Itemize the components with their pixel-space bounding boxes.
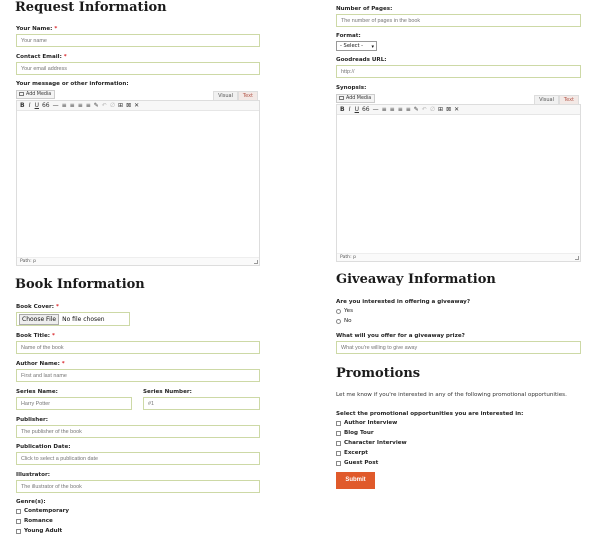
- illustrator-input[interactable]: [16, 480, 260, 493]
- hr-button[interactable]: —: [372, 105, 379, 113]
- series-name-label: Series Name:: [16, 389, 58, 395]
- publisher-label: Publisher:: [16, 417, 49, 423]
- publication-date-input[interactable]: [16, 452, 260, 465]
- synopsis-editor[interactable]: [336, 94, 581, 262]
- genre-option[interactable]: Romance: [16, 518, 53, 525]
- book-cover-file-input[interactable]: [16, 312, 130, 326]
- checkbox-icon[interactable]: [336, 421, 341, 426]
- author-input[interactable]: [16, 369, 260, 382]
- name-label: Your Name: *: [16, 26, 58, 32]
- tab-visual[interactable]: Visual: [534, 95, 559, 104]
- giveaway-no-option[interactable]: No: [336, 318, 352, 325]
- message-editor-area[interactable]: [16, 100, 260, 266]
- underline-button[interactable]: U: [354, 105, 359, 113]
- resize-grip-icon[interactable]: [575, 256, 579, 260]
- blockquote-button[interactable]: 66: [41, 101, 50, 109]
- promotion-option[interactable]: Blog Tour: [336, 430, 374, 437]
- genres-label: Genre(s):: [16, 499, 46, 505]
- promotions-heading: Promotions: [336, 366, 421, 381]
- resize-grip-icon[interactable]: [254, 260, 258, 264]
- book-cover-label: Book Cover: *: [16, 304, 59, 310]
- tab-visual[interactable]: Visual: [213, 91, 238, 100]
- align-center-button[interactable]: ≡: [397, 105, 403, 113]
- table-icon[interactable]: ⊞: [118, 101, 124, 109]
- promotion-option[interactable]: Guest Post: [336, 460, 378, 467]
- unlink-icon[interactable]: ∅: [429, 105, 436, 113]
- book-title-label: Book Title: *: [16, 333, 55, 339]
- goodreads-input[interactable]: [336, 65, 581, 78]
- checkbox-icon[interactable]: [336, 461, 341, 466]
- promotion-option[interactable]: Author Interview: [336, 420, 397, 427]
- giveaway-yes-option[interactable]: Yes: [336, 308, 353, 315]
- giveaway-question: Are you interested in offering a giveaway?: [336, 299, 471, 305]
- checkbox-icon[interactable]: [16, 529, 21, 534]
- submit-button[interactable]: Submit: [336, 472, 375, 489]
- tab-text[interactable]: Text: [238, 91, 258, 100]
- series-name-input[interactable]: [16, 397, 132, 410]
- chevron-down-icon: ▾: [371, 44, 374, 50]
- request-information-heading: Request Information: [15, 0, 167, 15]
- publication-date-label: Publication Date:: [16, 444, 71, 450]
- editor-path: Path: p: [337, 253, 580, 261]
- media-icon: [19, 92, 24, 96]
- goodreads-label: Goodreads URL:: [336, 57, 387, 63]
- book-information-heading: Book Information: [15, 277, 145, 292]
- checkbox-icon[interactable]: [336, 431, 341, 436]
- table-icon[interactable]: ⊞: [438, 105, 444, 113]
- align-left-button[interactable]: ≡: [69, 101, 75, 109]
- format-label: Format:: [336, 33, 361, 39]
- image-icon[interactable]: ⊠: [126, 101, 132, 109]
- bold-button[interactable]: B: [340, 105, 345, 113]
- editor-toolbar: [17, 101, 259, 111]
- checkbox-icon[interactable]: [16, 509, 21, 514]
- synopsis-label: Synopsis:: [336, 85, 367, 91]
- unlink-icon[interactable]: ∅: [109, 101, 116, 109]
- editor-toolbar: [337, 105, 580, 115]
- editor-path: Path: p: [17, 257, 259, 265]
- radio-icon[interactable]: [336, 319, 341, 324]
- pages-label: Number of Pages:: [336, 6, 393, 12]
- message-label: Your message or other information:: [16, 81, 129, 87]
- italic-button[interactable]: I: [348, 105, 351, 113]
- fullscreen-icon[interactable]: ✕: [454, 105, 460, 113]
- tab-text[interactable]: Text: [559, 95, 579, 104]
- pages-input[interactable]: [336, 14, 581, 27]
- file-status: No file chosen: [62, 315, 105, 323]
- media-icon: [339, 96, 344, 100]
- undo-icon[interactable]: ↶: [101, 101, 107, 109]
- illustrator-label: Illustrator:: [16, 472, 50, 478]
- author-label: Author Name: *: [16, 361, 65, 367]
- prize-label: What will you offer for a giveaway prize?: [336, 333, 465, 339]
- synopsis-editor-area[interactable]: [336, 104, 581, 262]
- checkbox-icon[interactable]: [336, 441, 341, 446]
- message-editor[interactable]: [16, 90, 260, 266]
- promotions-select-label: Select the promotional opportunities you are interested in:: [336, 411, 524, 417]
- name-input[interactable]: [16, 34, 260, 47]
- edit-icon[interactable]: ✎: [413, 105, 419, 113]
- align-left-button[interactable]: ≡: [389, 105, 395, 113]
- promotion-option[interactable]: Character Interview: [336, 440, 407, 447]
- promotions-intro: Let me know if you're interested in any of the following promotional opportunities.: [336, 392, 567, 398]
- image-icon[interactable]: ⊠: [446, 105, 452, 113]
- italic-button[interactable]: I: [28, 101, 31, 109]
- book-title-input[interactable]: [16, 341, 260, 354]
- undo-icon[interactable]: ↶: [421, 105, 427, 113]
- align-right-button[interactable]: ≡: [405, 105, 411, 113]
- series-number-label: Series Number:: [143, 389, 192, 395]
- checkbox-icon[interactable]: [336, 451, 341, 456]
- fullscreen-icon[interactable]: ✕: [134, 101, 140, 109]
- radio-icon[interactable]: [336, 309, 341, 314]
- publisher-input[interactable]: [16, 425, 260, 438]
- promotion-option[interactable]: Excerpt: [336, 450, 368, 457]
- genre-option[interactable]: Young Adult: [16, 528, 62, 535]
- add-media-button[interactable]: Add Media: [16, 90, 55, 99]
- edit-icon[interactable]: ✎: [93, 101, 99, 109]
- email-label: Contact Email: *: [16, 54, 67, 60]
- checkbox-icon[interactable]: [16, 519, 21, 524]
- genre-option[interactable]: Contemporary: [16, 508, 69, 515]
- prize-input[interactable]: [336, 341, 581, 354]
- format-select[interactable]: - Select - ▾: [336, 41, 377, 51]
- giveaway-information-heading: Giveaway Information: [336, 272, 496, 287]
- hr-button[interactable]: —: [52, 101, 59, 109]
- align-center-button[interactable]: ≡: [77, 101, 83, 109]
- email-input[interactable]: [16, 62, 260, 75]
- add-media-button[interactable]: Add Media: [336, 94, 375, 103]
- list-button[interactable]: ≡: [61, 101, 67, 109]
- series-number-input[interactable]: [143, 397, 260, 410]
- blockquote-button[interactable]: 66: [361, 105, 370, 113]
- align-right-button[interactable]: ≡: [85, 101, 91, 109]
- list-button[interactable]: ≡: [381, 105, 387, 113]
- bold-button[interactable]: B: [20, 101, 25, 109]
- choose-file-button[interactable]: Choose File: [19, 314, 59, 325]
- underline-button[interactable]: U: [34, 101, 39, 109]
